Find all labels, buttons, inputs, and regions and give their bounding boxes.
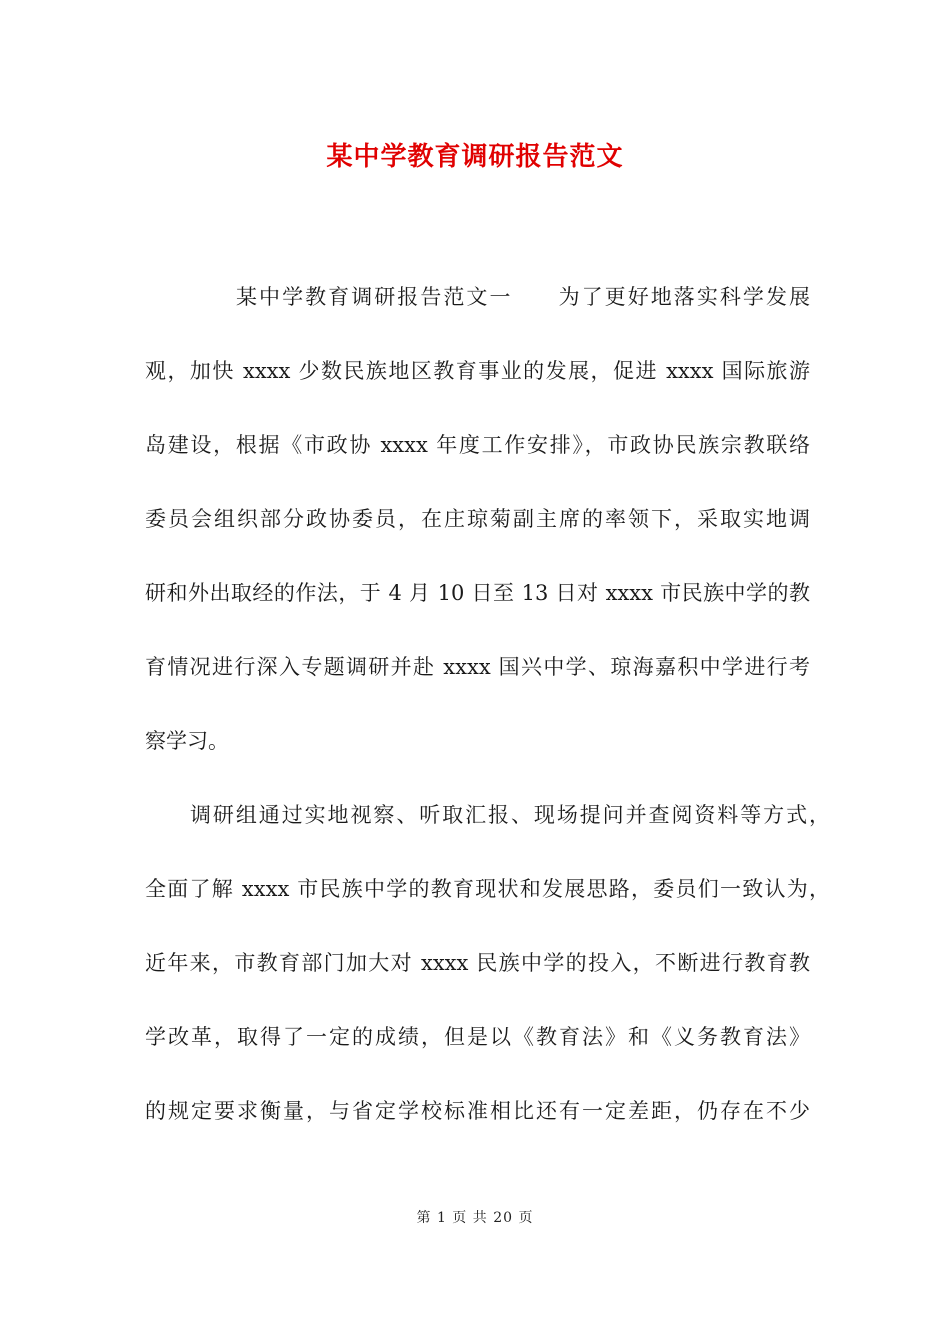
paragraph-1-text-1: 为了更好地落实科学发展 [556,285,811,309]
paragraph-2-line-1: 调研组通过实地视察、听取汇报、现场提问并查阅资料等方式， [190,803,830,827]
document-title: 某中学教育调研报告范文 [326,142,624,172]
section-heading: 某中学教育调研报告范文一 [236,285,513,309]
paragraph-1-line-1 [236,282,810,312]
paragraph-1-line-4: 委员会组织部分政协委员，在庄琼菊副主席的率领下，采取实地调 [145,507,810,531]
paragraph-2-line-5: 的规定要求衡量，与省定学校标准相比还有一定差距，仍存在不少 [145,1099,810,1123]
paragraph-1-line-6: 育情况进行深入专题调研并赴 xxxx 国兴中学、琼海嘉积中学进行考 [145,655,810,679]
paragraph-2-line-4: 学改革，取得了一定的成绩，但是以《教育法》和《义务教育法》 [145,1025,810,1049]
paragraph-1-line-3: 岛建设，根据《市政协 xxxx 年度工作安排》，市政协民族宗教联络 [145,433,810,457]
paragraph-2-line-3: 近年来，市教育部门加大对 xxxx 民族中学的投入，不断进行教育教 [145,951,810,975]
paragraph-1-line-2: 观，加快 xxxx 少数民族地区教育事业的发展，促进 xxxx 国际旅游 [145,359,810,383]
paragraph-1-line-7: 察学习。 [145,729,229,753]
paragraph-2-line-2: 全面了解 xxxx 市民族中学的教育现状和发展思路，委员们一致认为， [145,877,830,901]
paragraph-1-line-5: 研和外出取经的作法，于 4 月 10 日至 13 日对 xxxx 市民族中学的教 [145,581,810,605]
page-number-footer: 第 1 页 共 20 页 [416,1210,534,1226]
